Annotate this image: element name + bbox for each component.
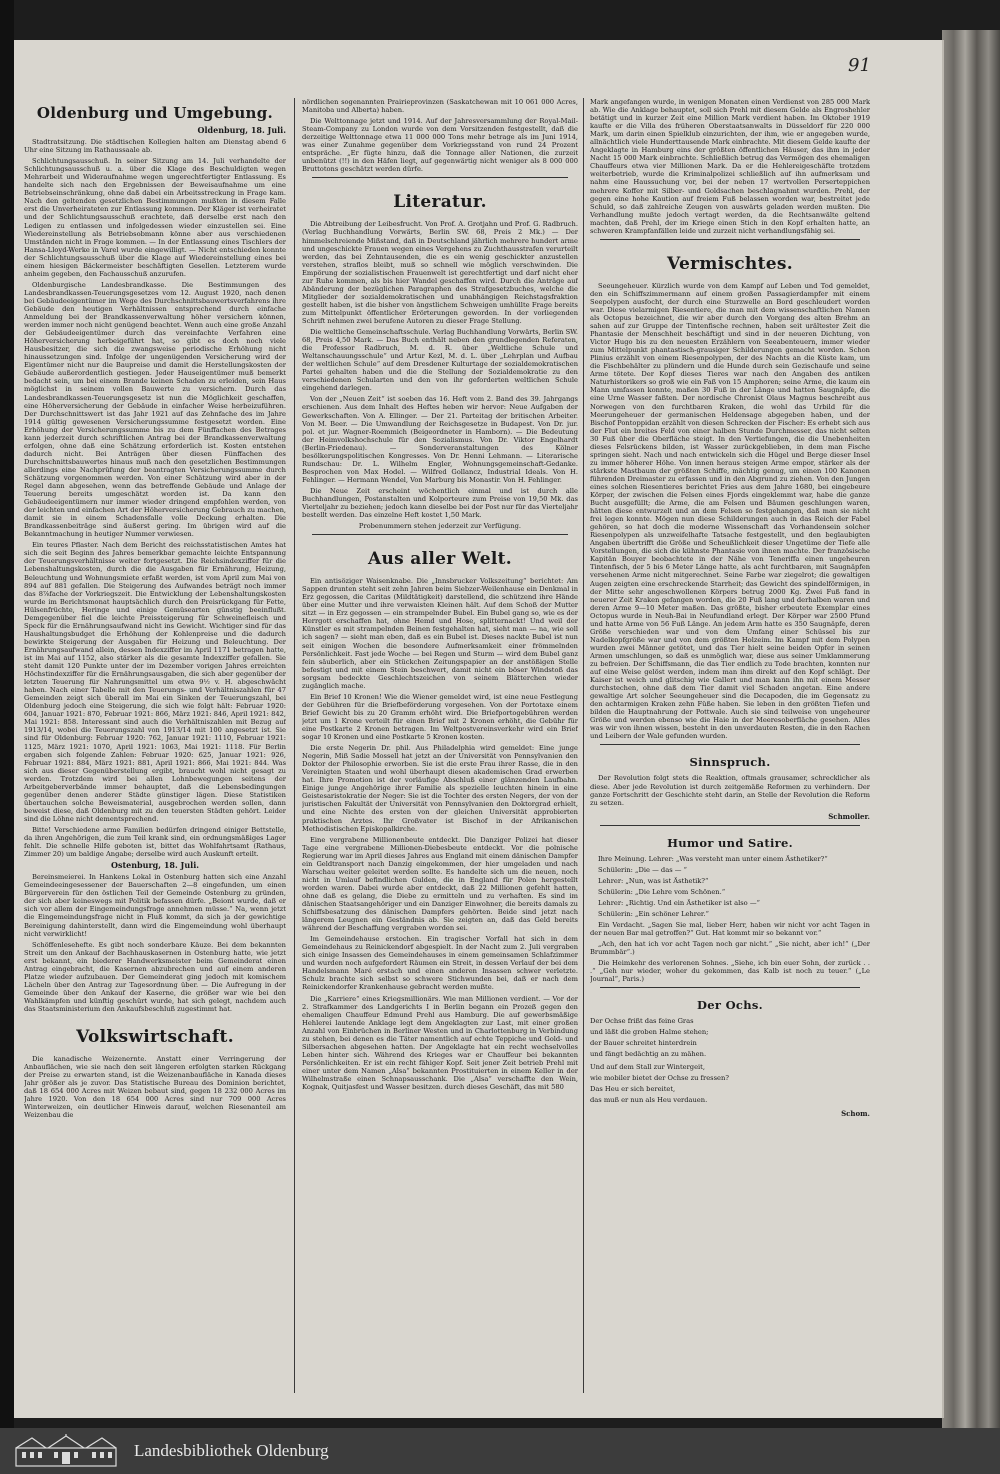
author-signature: Schmoller. [828, 811, 870, 821]
article-paragraph: Die Welttonnage jetzt und 1914. Auf der Jahresversammlung der Royal-Mail-Steam-Company zu London wurde von dem Vorsitzenden festgestellt, daß die derzeitige Welttonnage etwa 11 000 000 Tons mehr betrage als im Juni 1914, was einer Zunahme gegenüber dem Vorkriegsstand von rund 24 Prozent entspräche. „Er fügte hinzu, daß die Tonnage aller Nationen, die zurzeit unbenützt (!!) in den Häfen liegt, auf gegenwärtig nicht weniger als 8 000 000 Bruttotons geschätzt werden dürfe. [302, 117, 578, 174]
article-paragraph: Ihre Meinung. Lehrer: „Was versteht man unter einem Ästhetiker?“ [598, 854, 828, 863]
article-paragraph: Stadtratsitzung. Die städtischen Kollegien halten am Dienstag abend 6 Uhr eine Sitzung im Rathaussaale ab. [24, 138, 286, 155]
dateline: Oldenburg, 18. Juli. [197, 125, 286, 135]
section-heading: Aus aller Welt. [368, 549, 512, 570]
article-paragraph: Die Neue Zeit erscheint wöchentlich einmal und ist durch alle Buchhandlungen, Postanstalten und Kolporteure zum Preise von 19,50 Mk. das Vierteljahr zu beziehen; jedoch kann dieselbe bei der Post nur für das Vierteljahr bestellt werden. Das einzelne Heft kostet 1,50 Mark. [302, 486, 578, 520]
section-heading: Oldenburg und Umgebung. [36, 104, 274, 122]
poem-line: und fängt bedächtig an zu mähen. [590, 1050, 707, 1059]
book-edge-right [942, 30, 1000, 1428]
article-paragraph: „Ach, den hat ich vor acht Tagen noch gar nicht.“ „Sie nicht, aber ich!“ („Der Brummbär“.) [590, 940, 870, 957]
article-paragraph: Ein Verdacht. „Sagen Sie mal, lieber Herr, haben wir nicht vor acht Tagen in der neuen Bar mal getroffen?“ Gut. Hat kommt mir so bekannt vor.“ [590, 920, 870, 938]
poem-line: Der Ochse frißt das feine Gras [590, 1017, 694, 1026]
library-footer [0, 1428, 1000, 1474]
article-paragraph: Die „Karriere“ eines Kriegsmillionärs. Wie man Millionen verdient. — Vor der 2. Strafkammer des Landgerichts I in Berlin begann ein Prozeß gegen den ehemaligen Chauffeur Edmund Prehl aus Hamburg. Die auf gewerbsmäßige Hehlerei lautende Anklage legt dem Angeklagten zur Last, mit einer großen Anzahl von Einbrüchen in Berliner Westen und in Charlottenburg in Verbindung zu stehen, bei denen es die Täter namentlich auf echte Teppiche und Gold- und Silbersachen abgesehen hatten. Der Angeklagte hat ein recht wechselvolles Leben hinter sich. Während des Krieges war er Chauffeur bei bekannten Persönlichkeiten. Er ist ein recht fähiger Kopf. Seit jener Zeit betrieb Prehl mit einer unter dem Namen „Alsa“ bekannten Prostituierten in einem Keller in der Wilhelmstraße einen Schnapsausschank. Die „Alsa“ verschaffte den Wein, Kognak, Quitjasfest und Wasser besitzen. durch dieses Geschäft, das mit 580 [302, 994, 578, 1092]
article-paragraph: Von der „Neuen Zeit“ ist soeben das 16. Heft vom 2. Band des 39. Jahrgangs erschienen. Aus dem Inhalt des Heftes heben wir hervor: Neue Aufgaben der Gewerkschaften. Von A. Ellinger. — Der 21. Parteitag der britischen Arbeiter. Von M. Beer. — Die Umwandlung der Reichsgesetze in Budapest. Von Dr. jur. pol. et jur. Wagner-Roemmich (Beigeordneter in Hamborn). — Die Bedeutung der Heimvolkshochschule für den Sozialismus. Von Dr. Viktor Engelhardt (Berlin-Friedenau). — Sonderveranstaltungen des Kölner besölkerungspolitischen Kongresses. Von Dr. Henni Lehmann. — Literarische Rundschau: Dr. L. Wilhelm Engler, Wohnungsgemeinschaft-Gedanke. Besprochen von Max Hodel. — Wilfred Gollancz, Industrial Ideals. Von H. Fehlinger. — Hermann Wendel, Von Marburg bis Monastir. Von H. Fehlinger. [302, 395, 578, 484]
article-paragraph: Die weltliche Gemeinschaftsschule. Verlag Buchhandlung Vorwärts, Berlin SW. 68, Preis 4,50 Mark. — Das Buch enthält neben den grundlegenden Referaten, die Professor Radbruch, M. d. R. über „Weltliche Schule und Weltanschauungsschule“ und Artur Kezl, M. d. L. über „Lehrplan und Aufbau der weltlichen Schule“ auf dem Dresdener Kulturtage der sozialdemokratischen Partei gehalten haben und die die Stellung der Sozialdemokratie zu den verschiedenen Schularten und den von ihr geforderten weltlichen Schule eingehend darlegen. [302, 328, 578, 393]
article-paragraph: Mark angefangen wurde, in wenigen Monaten einen Verdienst von 285 000 Mark ab. Wie die Anklage behauptet, soll sich Prehl mit diesem Gelde als Engroshehler betätigt und in kurzer Zeit eine Million Mark verdient haben. Im Oktober 1919 kaufte er die Villa des früheren Oberstaatsanwalts in Düsseldorf für 220 000 Mark, um darin einen Spielklub einzurichten, der ihm, wie er angegeben wurde, allnächtlich viele Hunderttausende Mark einbrachte. Mit diesem Gelde kaufte der Angeklagte in Hamburg eins der größten öffentlichen Häuser, das ihm in jeder Nacht 15 000 Mark einbrachte. Schließlich betrug das Vermögen des ehemaligen Chauffeurs etwa vier Millionen Mark. Da er die Hehlereigeschäfte trotzdem weiterbetrieb, wurde die Kriminalpolizei schließlich auf ihn aufmerksam und nahm eine Haussuchung vor, bei der neben 17 wertvollen Perserteppichen mehrere Koffer mit Silber- und Goldsachen beschlagnahmt wurden. Prehl, der gegen eine hohe Kaution auf freiem Fuß belassen worden war, bestreitet jede Schuld, so daß zahlreiche Zeugen von auswärts geladen werden mußten. Die Verhandlung mußte jedoch vertagt werden, da die Rechtsanwälte geltend machten, daß Prehl, der im Kriege einen Stich in den Kopf erhalten hatte, an schweren Krampfanfällen leide und zurzeit nicht verhandlungsfähig sei. [590, 98, 870, 235]
book-edge-left [0, 0, 14, 1428]
column-2 [302, 98, 578, 1398]
divider [312, 534, 568, 535]
article-paragraph: Ein teures Pflaster. Nach dem Bericht des reichsstatistischen Amtes hat sich die seit Beginn des Jahres bemerkbar gemachte leichte Entspannung der Teuerungsverhältnisse weiter fortgesetzt. Die Reichsindexziffer für die Lebenshaltungskosten, durch die die Ausgaben für Ernährung, Heizung, Beleuchtung und Wohnungsmiete erfaßt werden, ist vom April zum Mai von 894 auf 881 gefallen. Die Steigerung des Aufwandes beträgt noch immer das 8⅞fache der Vorkriegszeit. Die Entwicklung der Lebenshaltungskosten wurde im Berichtsmonat hauptsächlich durch den Preisrückgang für Fette, Hülsenfrüchte, Heringe und einige Gemüsearten günstig beeinflußt. Demgegenüber fiel die leichte Preissteigerung für Schweinefleisch und Speck für die Ernährungsaufwand nicht ins Gewicht. Wichtiger sind für das Haushaltungsbudget die Erhöhung der Kohlenpreise und die dadurch bewirkte Steigerung der Ausgaben für Heizung und Beleuchtung. Der Ernährungsaufwand allein, dessen Indexziffer im April 1171 betragen hatte, ist im Mai auf 1152, also stärker als die gesamte Indexziffer gefallen. Sie steht damit 120 Punkte unter der im Dezember vorigen Jahres erreichten Höchstindexziffer für die Ernährungsausgaben, die sich aber gegenüber der letzten Teuerung für Nahrungsmittel um etwa 9½ v. H. abgeschwächt haben. Nach einer Tabelle mit den Teuerungs- und Verhältniszahlen für 47 Gemeinden zeigt sich überall im Mai ein Sinken der Teuerungszahl, bei Oldenburg jedoch eine Steigerung, die sich wie folgt hält: Februar 1920: 604, Januar 1921: 870, Februar 1921: 866, März 1921: 846, April 1921: 842, Mai 1921: 858. Interessant sind auch die Verhältniszahlen mit Bezug auf 1913/14, wobei die Teuerungszahl von 1913/14 mit 100 angesetzt ist. Sie sind für Oldenburg: Februar 1920: 762, Januar 1921: 1110, Februar 1921: 1125, März 1921: 1070, April 1921: 1063, Mai 1921: 1118. Für Berlin ergaben sich folgende Zahlen: Februar 1920: 625, Januar 1921: 926, Februar 1921: 884, März 1921: 881, April 1921: 866, Mai 1921: 844. Was sich aus dieser Gegenüberstellung ergibt, braucht wohl nicht gesagt zu werden. Trotzdem wird bei allen Lohnbewegungen seitens der Arbeitgeberverbände immer behauptet, daß die Lebensbedingungen gegenüber denen anderer Städte günstiger lägen. Diese Statistiken übertauchen solche Beweismaterial, ausgebrochen werden sollen, dann beweist diese, daß Oldenburg mit zu den teuersten Städten gehört. Leider sind die Löhne nicht dementsprechend. [24, 541, 286, 823]
article-paragraph: Der Revolution folgt stets die Reaktion, oftmals grausamer, schrecklicher als diese. Aber jede Revolution ist durch zeitgemäße Reformen zu verhindern. Der ganze Fortschritt der Geschichte steht darin, an Stelle der Revolution die Reform zu setzen. [590, 774, 870, 807]
article-paragraph: Eine vergrabene Millionenbeute entdeckt. Die Danziger Polizei hat dieser Tage eine vergrabene Millionen-Diebesbeute entdeckt. Vor die polnische Regierung war im April dieses Jahres aus England mit einem dänischen Dampfer ein Geldtransport nach Danzig eingekommen, der hier umgeladen und nach Warschau weiter geleitet werden sollte. Es handelte sich um die neuen, noch nicht in Umlauf befindlichen Gulden, die in England für Polen hergestellt worden waren. Dabei wurde aber entdeckt, daß 22 Millionen gefehlt hatten, ohne daß es gelang, die Diebe zu ermitteln und zu verhaften. Es sind im dänischen Staatsangehöriger und ein Danziger Einwohner, die bereits damals zu Schiffsbesatzung des dänischen Dampfers gehörten. Beide sind jetzt nach längerem Leugnen ein Geständnis ab. Sie zeigten an, daß das Geld bereits während der Beschaffung vergraben worden sei. [302, 835, 578, 933]
article-paragraph: Die erste Negerin Dr. phil. Aus Philadelphia wird gemeldet: Eine junge Negerin, Miß Sadie Mossell hat jetzt an der Universität von Pennsylvanien den Doktor der Philosophie erworben. Sie ist die erste Frau ihrer Rasse, die in den Vereinigten Staaten und wohl überhaupt diesen akademischen Grad erwerben hat. Ihre Promotion ist der vorläufige Abschluß einer glänzenden Laufbahn. Einige junge Angehörige ihrer Familie als spezielle leuchten hinein in eine Geistesaristokratie der Neger: Sie ist die Tochter des ersten Negers, der von der juristischen Fakultät der Universität von Pennsylvanien den Doktorgrad erhielt, und eine Nichte des ersten von der gleichen Universität approbierten praktischen Arztes. Ihr Großvater ist Bischof in der Afrikanischen Methodistischen Episkopalkirche. [302, 744, 578, 833]
divider [600, 744, 860, 745]
column-rule [583, 98, 584, 1393]
page-number: 91 [848, 55, 871, 76]
divider [600, 987, 860, 988]
article-paragraph: Probenummern stehen jederzeit zur Verfügung. [358, 522, 522, 531]
library-building-icon [12, 1434, 122, 1468]
poem-line: Und auf dem Stall zur Wintergeit, [590, 1062, 705, 1071]
poem-line: und läßt die groben Halme stehen; [590, 1028, 709, 1037]
article-paragraph: Bitte! Verschiedene arme Familien bedürfen dringend einiger Bettstelle, da ihren Angehörigen, die zum Teil krank sind, ein ordnungsmäßiges Lager fehlt. Die schnelle Hilfe geboten ist, bittet das Wohlfahrtsamt (Rathaus, Zimmer 20) um baldige Angabe; derselbe wird auch Auskunft erteilt. [24, 825, 286, 859]
divider [600, 239, 860, 240]
poem-line: das muß er nun als Heu verdauen. [590, 1095, 708, 1104]
article-paragraph: Schlichtungsausschuß. In seiner Sitzung am 14. Juli verhandelte der Schlichtungsausschuß u. a. über die Klage des Beschuldigten wegen Mehrarbeit und Wideraufnahme wegen ungerechtfertigter Entlassung. Es handelte sich nach den Ergebnissen der Beweisaufnahme um eine Betriebseinschränkung, ohne daß dabei ein Arbeitsstreckung in Frage kam. Nach den geltenden gesetzlichen Bestimmungen mußten in diesem Falle erst die Unverheirateten zur Entlassung kommen. Der Kläger ist verheiratet und der Schlichtungsausschuß erachtete, daß derselbe erst nach den Ledigen zu entlassen und infolgedessen wieder einzustellen sei. Eine Wiedereinstellung als Betriebsobmann könne aber aus verschiedenen Umständen nicht in Frage kommen. — In der Entlassung eines Tischlers der Hansa-Lloyd-Werke in Varel wurde eingewilligt. — Nicht entschieden konnte der Schlichtungsausschuß über die Klage auf Wiedereinstellung eines bei einem hiesigen Bäckermeister beschäftigten Gesellen. Letzterem wurde anheim gegeben, den Fachausschuß anzurufen. [24, 157, 286, 278]
article-paragraph: Im Gemeindehause erstochen. Ein tragischer Vorfall hat sich in dem Gemeindehaus zu Reinickendorf abgespielt. In der Nacht zum 2. Juli vergraben sich einige Insassen des Gemeindehauses in einem gemeinsamen Schlafzimmer und wurden noch aufgefordert Räumen ein Streit, in dessen Verlauf der bei dem Handelsmann Maré erstach und einen anderen Insassen schwer verletzte. Schulz brachte sich selbst so schwere Stichwunden bei, daß er nach dem Reinickendorfer Krankenhause gebracht werden mußte. [302, 935, 578, 992]
dialogue-line: Schülerin: „Ein schöner Lehrer.“ [598, 909, 709, 918]
divider [312, 177, 568, 178]
section-heading: Literatur. [393, 192, 487, 213]
article-paragraph: nördlichen sogenannten Prairieprovinzen (Saskatchewan mit 10 061 000 Acres, Manitoba und Alberta) haben. [302, 98, 578, 115]
column-1 [24, 98, 286, 1398]
article-paragraph: Bereinsmeierei. In Hankens Lokal in Ostenburg hatten sich eine Anzahl Gemeindeeingesessener der Bauerschaften 2—8 eingefunden, um einen Bürgerverein für den östlichen Teil der Gemeinde Ostenburg zu gründen, der sich aber keineswegs mit Politik befassen dürfe. „Beiont wurde, daß er sich vor allem der Eingemeindungsfrage annehmen müsse.“ Na, wenn jetzt die Eingemeindungsfrage nicht in Fluß kommt, da sich ja der gewichtige Bereinigung dahinterstellt, dann wird die Eingemeindung wohl überhaupt nicht verwirklicht! [24, 873, 286, 938]
poem-line: der Bauer schreitet hinterdrein [590, 1039, 697, 1048]
dateline: Ostenburg, 18. Juli. [110, 860, 200, 871]
section-heading: Volkswirtschaft. [76, 1027, 234, 1048]
article-paragraph: Die kanadische Weizenernte. Anstatt einer Verringerung der Anbauflächen, wie sie nach den seit längeren erfolgten starken Rückgang der Preise zu erwarten stand, ist die Weizenanbaufläche in Kanada dieses Jahr größer als je zuvor. Das Statistische Bureau des Dominion berichtet, daß 18 654 000 Acres mit Weizen bebaut sind, gegen 18 232 000 Acres im Jahre 1920. Von den 18 654 000 Acres sind nur 709 000 Acres Winterweizen, ein deutlicher Hinweis darauf, welchen Riesenanteil am Weizenbau die [24, 1055, 286, 1120]
column-rule [294, 98, 295, 1393]
article-paragraph: Ein Brief 10 Kronen! Wie die Wiener gemeldet wird, ist eine neue Festlegung der Gebühren für die Briefbeförderung vorgesehen. Von der Portotaxe einem Brief Gewicht bis zu 20 Gramm erhöht wird. Die Briefportogebühren werden jetzt um 1 Krone verteilt für einen Brief mit 2 Kronen erhöht, die Gebühr für eine Postkarte 2 Kronen betragen. Im Weltpostvereinsverkehr wird ein Brief sogar 10 Kronen und eine Postkarte 5 Kronen kosten. [302, 692, 578, 742]
poem-line: Das Heu er sich bereitet, [590, 1084, 676, 1093]
dialogue-line: Lehrer: „Nun, was ist Ästhetik?“ [598, 876, 709, 885]
dialogue-line: Lehrer: „Richtig. Und ein Ästhetiker ist also —“ [598, 898, 760, 907]
section-heading: Humor und Satire. [667, 835, 793, 850]
library-name: Landesbibliothek Oldenburg [134, 1441, 329, 1460]
section-heading: Der Ochs. [697, 998, 763, 1013]
poem-line: wie mobiler bietet der Ochse zu fressen? [590, 1073, 729, 1082]
column-3 [590, 98, 870, 1398]
dialogue-line: Schülerin: „Die — das — “ [598, 865, 687, 874]
article-paragraph: Ein antisöziger Waisenknabe. Die „Innsbrucker Volkszeitung“ berichtet: Am Sappen drunten steht seit zehn Jahren beim Siebzer-Weilenhause ein Denkmal in Erz gegossen, die Caritas (Mildtätigkeit) darstellend, die schützend ihre Hände über eine Mutter und ihre verwaisten Kleinen hält. Auf dem Schoß der Mutter sitzt — in Erz gegossen — ein strampelnder Bubel. Ein Bubel gang so, wie es der Herrgott erschaffen hat, ohne Hemd und Hose, splitternackt! Und weil der Künstler es mit strampelnden Beinen festgehalten hat, sieht man — na, wie soll ich sagen? — sieht man eben, daß es ein Bubel ist. Dieses nackte Bubel ist nun seit einigen Wochen die besondere Aufmerksamkeit einer frömmelnden Persönlichkeit. Fast jede Woche — bei Regen und Sturm — wird dem Bubel ganz fein säuberlich, aber ein Stückchen Zeitungspapier an der anstößigen Stelle befestigt und mit einem Stein beschwert, damit nicht ein böser Windstoß das sorgsam bedeckte Geschlechtszeichen von seinem Blätterchen wieder zugänglich mache. [302, 577, 578, 690]
article-paragraph: Schöffenlesehefte. Es gibt noch sonderbare Käuze. Bei dem bekannten Streit um den Ankauf der Bachhauskasernen in Ostenburg hatte, wie jetzt erst bekannt, ein biederer Handwerksmeister beim Gemeinderat einen Antrag eingebracht, die Kasernen abzubrechen und auf einem anderen Platze wieder aufzubauen. Der Gemeinderat ging jedoch mit komischem Lächeln über den Antrag zur Tagesordnung über. — Die Aufregung in der Gemeinde über den Ankauf der Kaserne, die größer war wie bei den Wahlkämpfen und künftig geschürt wurde, hat sich gelegt, nachdem auch das Staatsministerium den Ankaufsbeschluß zugestimmt hat. [24, 940, 286, 1013]
section-heading: Sinnspruch. [689, 755, 771, 770]
section-heading: Vermischtes. [667, 253, 793, 274]
article-paragraph: Die Heimkehr des verlorenen Sohnes. „Siehe, ich bin euer Sohn, der zurück . . .“ „Geh nur wieder, woher du gekommen, das Kalb ist noch zu teuer.“ („Le Journal“, Paris.) [590, 959, 870, 984]
article-paragraph: Die Abtreibung der Leibesfrucht. Von Prof. A. Grotjahn und Prof. G. Radbruch. (Verlag Buchhandlung Vorwärts, Berlin SW. 68, Preis 2 Mk.) — Der himmelschreiende Mißstand, daß in Deutschland jährlich mehrere hundert arme und ungeschickte Frauen wegen eines Vergehens zu Zuchthausstrafen verurteilt werden, das bei Zehntausenden, die es ein wenig geschickter anzustellen verstehen, straflos bleibt, muß so schnell wie möglich verschwinden. Die Empörung der sozialistischen Frauenwelt ist gerechtfertigt und darf nicht eher zur Ruhe kommen, als bis hier Wandel geschaffen wird. Durch die Anträge auf Abänderung der bezüglichen Paragraphen des Strafgesetzbuches, welche die Mitglieder der sozialdemokratischen und unabhängigen Reichstagsfraktion gestellt haben, ist die bisher von ängstlichem Schweigen umhüllte Frage bereits zum Mittelpunkt öffentlicher Erörterungen geworden. In der vorliegenden Schrift nehmen zwei berufene Autoren zu dieser Frage Stellung. [302, 220, 578, 325]
article-paragraph: Oldenburgische Landesbrandkasse. Die Bestimmungen des Landesbrandkassen-Teuerungsgesetzes vom 12. August 1920, nach denen bei Gebäudeeigentümer im Wege des Durchschnittsbauwertsverfahrens ihre Gebäude den heutigen Verhältnissen entsprechend durch einfache Anmeldung bei der Brandkassenverwaltung höher versichern können, werden immer noch nicht genügend beachtet. Wenn auch eine große Anzahl der Gebäudeeigentümer durch das vereinfachte Verfahren eine Höherversicherung herbeigeführt hat, so gibt es doch noch viele Hausbesitzer, die sich die zwangsweise periodische Erhöhung nicht hinaussetzungen sind. Infolge der ungenügenden Versicherung wird der Eigentümer nicht nur die Baupreise und damit die Herstellungskosten der Gebäude außerordentlich gestiegen. Jeder Hauseigentümer muß bemerkt bedacht sein, um bei einem Brande keinen Schaden zu erleiden, sein Haus möglichst in seinem vollen Bauwerte zu versichern. Durch das Landesbrandkassen-Teuerungsgesetz ist nun die Möglichkeit geschaffen, eine Höherversicherung der Gebäude in einfacher Weise herbeizuführen. Der Durchschnittswert ist das Jahr 1921 auf das Zehnfache des im Jahre 1914 gültig gewesenen Versicherungssumme festgesetzt worden. Eine Erhöhung der Versicherungssumme bis zu dem Fünffachen des Betrages kann jederzeit durch schriftlichen Antrag bei der Brandkassenverwaltung erfolgen, ohne daß eine Schätzung erforderlich ist. Kosten entstehen dadurch nicht. Bei Anträgen über diesen Fünffachen des Durchschnittsbauwertes hinaus muß nach den gesetzlichen Bestimmungen allerdings eine Nachprüfung der beantragten Versicherungssumme durch Schätzung vorgenommen werden. Von einer Schätzung wird aber in der Regel dann abgesehen, wenn das betreffende Gebäude und Anlage der Teuerung bereits umgeschätzt worden ist. Da kann den Gebäudeeigentümern nur immer wieder dringend empfohlen werden, von der leichten und einfachen Art der Höherversicherung Gebrauch zu machen, damit sie in einem Schadensfalle volle Deckung erhalten. Die Brandkassenbeiträge sind äußerst gering. Im übrigen wird auf die Bekanntmachung in heutiger Nummer verwiesen. [24, 280, 286, 539]
author-signature: Schom. [841, 1108, 870, 1118]
divider [600, 825, 860, 826]
article-paragraph: Seeungeheuer. Kürzlich wurde von dem Kampf auf Leben und Tod gemeldet, den ein Schiffszimmermann auf einem großen Passagierdampfer mit einem Seepolypen ausfocht, der durch eine Sturzwelle an Bord geschleudert worden war. Diese vielarmigen Riesentiere, die man mit dem wissenschaftlichen Namen als Octopus bezeichnet, die wir aber durch den Vorgang des alten Brehm an sahen auf zur Gruppe der Tintenfische rechnen, haben seit urältester Zeit die Phantasie der Menschheit beschäftigt und sind in der neueren Dichtung, von Victor Hugo bis zu den neuesten Erzählern von Seeabenteuern, immer wieder zum Mittelpunkt phantastisch-grausiger Schilderungen gemacht worden. Schon Plinius erzählt von einem Riesenpolypen, der des Nachts an die Küste kam, um die Fischbehälter zu plündern und die Hunde durch sein Gezischaufe und seine Arme tötete. Der Kopf dieses Tieres war nach den Angaben des antiken Naturhistorikers so groß wie ein Faß von 15 Amphoren; seine Arme, die kaum ein Mann umfassen konnte, maßen 30 Fuß in der Länge und hatten Saugnäpfe, die eine Urne Wasser faßten. Der nordische Chronist Olaus Magnus beschreibt aus Norwegen von den furchtbaren Kraken, die wohl das Urbild für die Meerungeheuer der germanischen Heldensage abgegeben haben, und der Bischof Pontoppidan erzählt von diesen Schrecken der Fischer: Es erhebt sich aus der Flut ein breites Feld von einer halben Stunde Durchmesser, das nicht selten 30 Fuß über die Oberfläche steigt. In den Vertiefungen, die die Unebenheiten dieses Felsrückens bilden, ist Wasser zurückgeblieben, in dem man Fische springen sieht. Nach und nach entwickeln sich die Hügel und Berge dieser Insel zu immer höherer Höhe. Von innen heraus steigen Arme empor, stärker als der stärkste Mastbaum der größten Schiffe, mächtig genug, um einen 100 Kanonen führenden Dreimaster zu erfassen und in den Abgrund zu ziehen. Von den Jungen eines solchen Riesentieres berichtet Fries aus dem Jahre 1680, bei eingebeure Körper, der zwischen die Felsen eines Fjords eingeklemmt war, habe die ganze Bucht ausgefüllt; die Arme, die am Felsen und Bäumen geschlungen waren, hätten diese entwurzelt und an dem Felsen so festgehangen, daß man sie nicht frei legen konnte. Mögen nun diese Schilderungen auch in das Reich der Fabel gehören, so hat doch die moderne Wissenschaft das Vorhandensein solcher Riesenpolypen als unzweifelhafte Tatsache festgestellt, und den beglaubigten Angaben übertrifft die Größe und Scheußlichkeit dieser Ungetüme der Tiefe alle Vorstellungen, die sich die kühnste Phantasie von ihnen machte. Der französische Kapitän Bouyer beobachtete in der Nähe von Teneriffa einen ungeheuren Tintenfisch, der 5 bis 6 Meter Länge hatte, als acht furchtbaren, mit Saugnäpfen versehenen Arme nicht mitgerechnet. Seine Farbe war ziegelrot; die gewaltigen Augen zeigten eine erschreckende Starrheit; das Gewicht des spindelförmigen, in der Mitte sehr angeschwollenen Körpers betrug 2000 Kg. Zwei Fuß fand in neuerer Zeit Kraken gefangen worden, die 20 Fuß lang und derhalben waren und deren Arme 9—10 Meter maßen. Das größte, bisher erbeutete Exemplar eines Octopus wurde in Neuh-Bai in Neufundland erlegt. Der Körper war 2500 Pfund und hatte Arme von 56 Fuß Länge. An jedem Arm hatte es 350 Saugnäpfe, deren Größe verschieden war und von dem Umfang einer Schüssel bis zur Nadelkopfgröße war und von dem größten Holzeim. Im Kampf mit dem Polypen wurden zwei Männer getötet, und das Tier hielt seine beiden Opfer in seinen Armen umschlungen, so daß es unmöglich war, diese aus seiner Umklammerung zu befreien. Der Schiffsmann, die das Tier endlich zu Tode brachten, konnten nur auf eine Weise gelöst werden, indem man ihm direkt auf den Kopf schlägt. Der Kaiser ist weich und glitschig wie Gallert und man kann ihn mit einem Messer durchstechen, ohne daß dem Tier damit viel Schaden angetan. Eine andere gewaltige Art solcher Seeungeheuer sind die Decapoden, die im Gegensatz zu den achtarmigen Kraken zehn Füße haben. Sie leben in den größten Tiefen und bilden die Hauptnahrung der Pottwale. Auch sie sind teilweise von ungeheurer Größe und werden ebenso wie die Haie in der Meeresoberfläche gesehen. Alles was wir von ihnen wissen, besteht in den unverdauten Resten, die in den Rachen und Leibern der Wale gefunden wurden. [590, 281, 870, 741]
dialogue-line: Schülerin: „Die Lehre vom Schönen.“ [598, 887, 726, 896]
